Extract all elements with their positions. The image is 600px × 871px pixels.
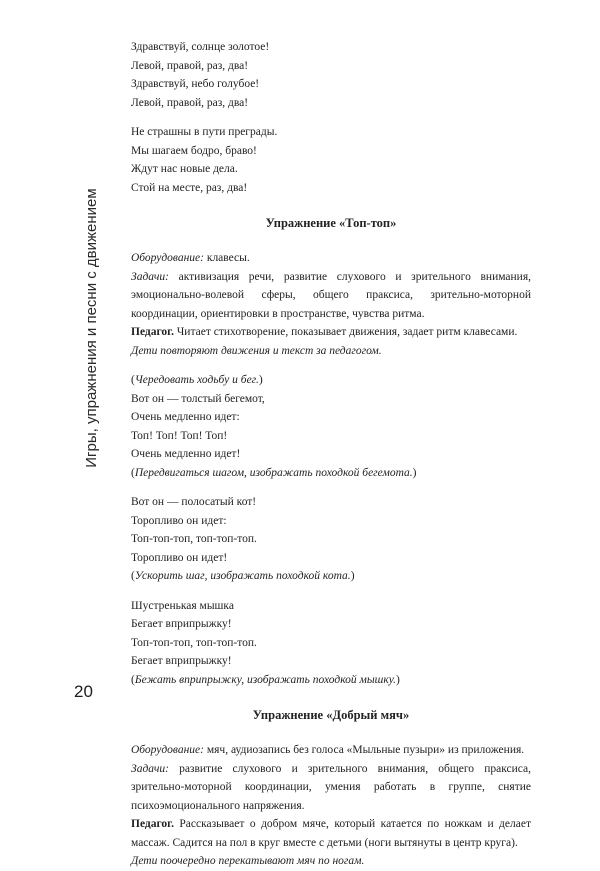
- poem-line: Ждут нас новые дела.: [131, 163, 238, 175]
- poem-line: Торопливо он идет:: [131, 514, 227, 527]
- spacer: [131, 586, 531, 597]
- exercise-1-block-1: [131, 371, 531, 482]
- spacer: [131, 482, 531, 493]
- poem-stanza-1: [131, 38, 531, 112]
- spacer: [131, 233, 531, 249]
- paren-open: (: [131, 673, 135, 686]
- equipment-text: мяч, аудиозапись без голоса «Мыльные пузыри» из приложения.: [203, 744, 525, 756]
- paren-open: (: [131, 570, 135, 582]
- paren-close: ): [350, 570, 355, 582]
- note-text: Ускорить шаг, изображать походкой кота.: [134, 570, 351, 582]
- paren-close: ): [258, 374, 263, 386]
- exercise-1-block-2: [131, 493, 531, 586]
- poem-line: Бегает вприпрыжку!: [131, 655, 232, 667]
- tasks-text: развитие слухового и зрительного внимания, общего праксиса, зрительно-моторной координации, умения работать в группе, снятие психоэмоционального напряжения.: [131, 762, 531, 812]
- spacer: [131, 360, 531, 371]
- exercise-2-teacher: [131, 815, 531, 852]
- poem-line: Бегает вприпрыжку!: [131, 618, 232, 630]
- spacer: [131, 197, 531, 213]
- poem-line: Левой, правой, раз, два!: [131, 96, 249, 109]
- poem-line: Левой, правой, раз, два!: [131, 59, 249, 72]
- paren-close: ): [395, 673, 400, 686]
- poem-line: Шустренькая мышка: [131, 599, 234, 612]
- exercise-1-heading: Упражнение «Топ-топ»: [265, 216, 397, 230]
- stage-note: [131, 671, 531, 690]
- page-content: [131, 38, 531, 871]
- exercise-1-equipment: [131, 249, 531, 268]
- tasks-label: Задачи:: [131, 762, 169, 775]
- exercise-2-children: [131, 852, 531, 871]
- stage-note: [131, 464, 531, 483]
- poem-line: Здравствуй, солнце золотое!: [131, 41, 270, 53]
- equipment-label: Оборудование:: [131, 744, 204, 756]
- teacher-label: Педагог.: [131, 326, 174, 338]
- exercise-1-children: [131, 342, 531, 361]
- poem-stanza-2: [131, 123, 531, 197]
- exercise-2-heading: Упражнение «Добрый мяч»: [252, 708, 410, 722]
- poem-line: Мы шагаем бодро, браво!: [131, 144, 257, 157]
- children-text: Дети поочередно перекатывают мяч по ногам.: [131, 855, 365, 867]
- teacher-label: Педагог.: [131, 818, 174, 830]
- exercise-2-tasks: [131, 760, 531, 816]
- poem-line: Очень медленно идет!: [131, 448, 241, 460]
- note-text: Бежать вприпрыжку, изображать походкой мышку.: [134, 673, 396, 686]
- running-header-vertical: Игры, упражнения и песни с движением: [83, 188, 100, 468]
- exercise-1-teacher: [131, 323, 531, 342]
- paren-open: (: [131, 466, 135, 479]
- note-text: Чередовать ходьбу и бег.: [134, 374, 259, 386]
- poem-line: Топ-топ-топ, топ-топ-топ.: [131, 636, 257, 649]
- poem-line: Здравствуй, небо голубое!: [131, 78, 260, 90]
- tasks-label: Задачи:: [131, 270, 169, 283]
- exercise-1-block-3: [131, 597, 531, 690]
- poem-line: Вот он — полосатый кот!: [131, 496, 257, 508]
- equipment-label: Оборудование:: [131, 252, 204, 264]
- poem-line: Стой на месте, раз, два!: [131, 181, 248, 194]
- page-number: 20: [74, 682, 93, 701]
- stage-note: [131, 371, 531, 390]
- teacher-text: Рассказывает о добром мяче, который катается по ножкам и делает массаж. Садится на пол в круг вместе с детьми (ноги вытянуты в центр круга).: [131, 818, 531, 849]
- stage-note: [131, 567, 531, 586]
- paren-open: (: [131, 374, 135, 386]
- spacer: [131, 725, 531, 741]
- poem-line: Очень медленно идет:: [131, 411, 240, 423]
- spacer: [131, 112, 531, 123]
- tasks-text: активизация речи, развитие слухового и зрительного внимания, эмоционально-волевой сферы, общего праксиса, зрительно-моторной координации, ориентировки в пространстве, чувства ритма.: [131, 270, 531, 320]
- poem-line: Вот он — толстый бегемот,: [131, 392, 265, 405]
- exercise-1-tasks: [131, 268, 531, 324]
- paren-close: ): [412, 466, 417, 479]
- equipment-text: клавесы.: [203, 252, 250, 264]
- note-text: Передвигаться шагом, изображать походкой бегемота.: [134, 466, 413, 479]
- children-text: Дети повторяют движения и текст за педагогом.: [131, 344, 382, 357]
- spacer: [131, 689, 531, 705]
- poem-line: Торопливо он идет!: [131, 551, 228, 564]
- teacher-text: Читает стихотворение, показывает движения, задает ритм клавесами.: [173, 326, 518, 338]
- poem-line: Топ! Топ! Топ! Топ!: [131, 429, 228, 442]
- exercise-2-equipment: [131, 741, 531, 760]
- poem-line: Топ-топ-топ, топ-топ-топ.: [131, 533, 257, 545]
- poem-line: Не страшны в пути преграды.: [131, 126, 278, 138]
